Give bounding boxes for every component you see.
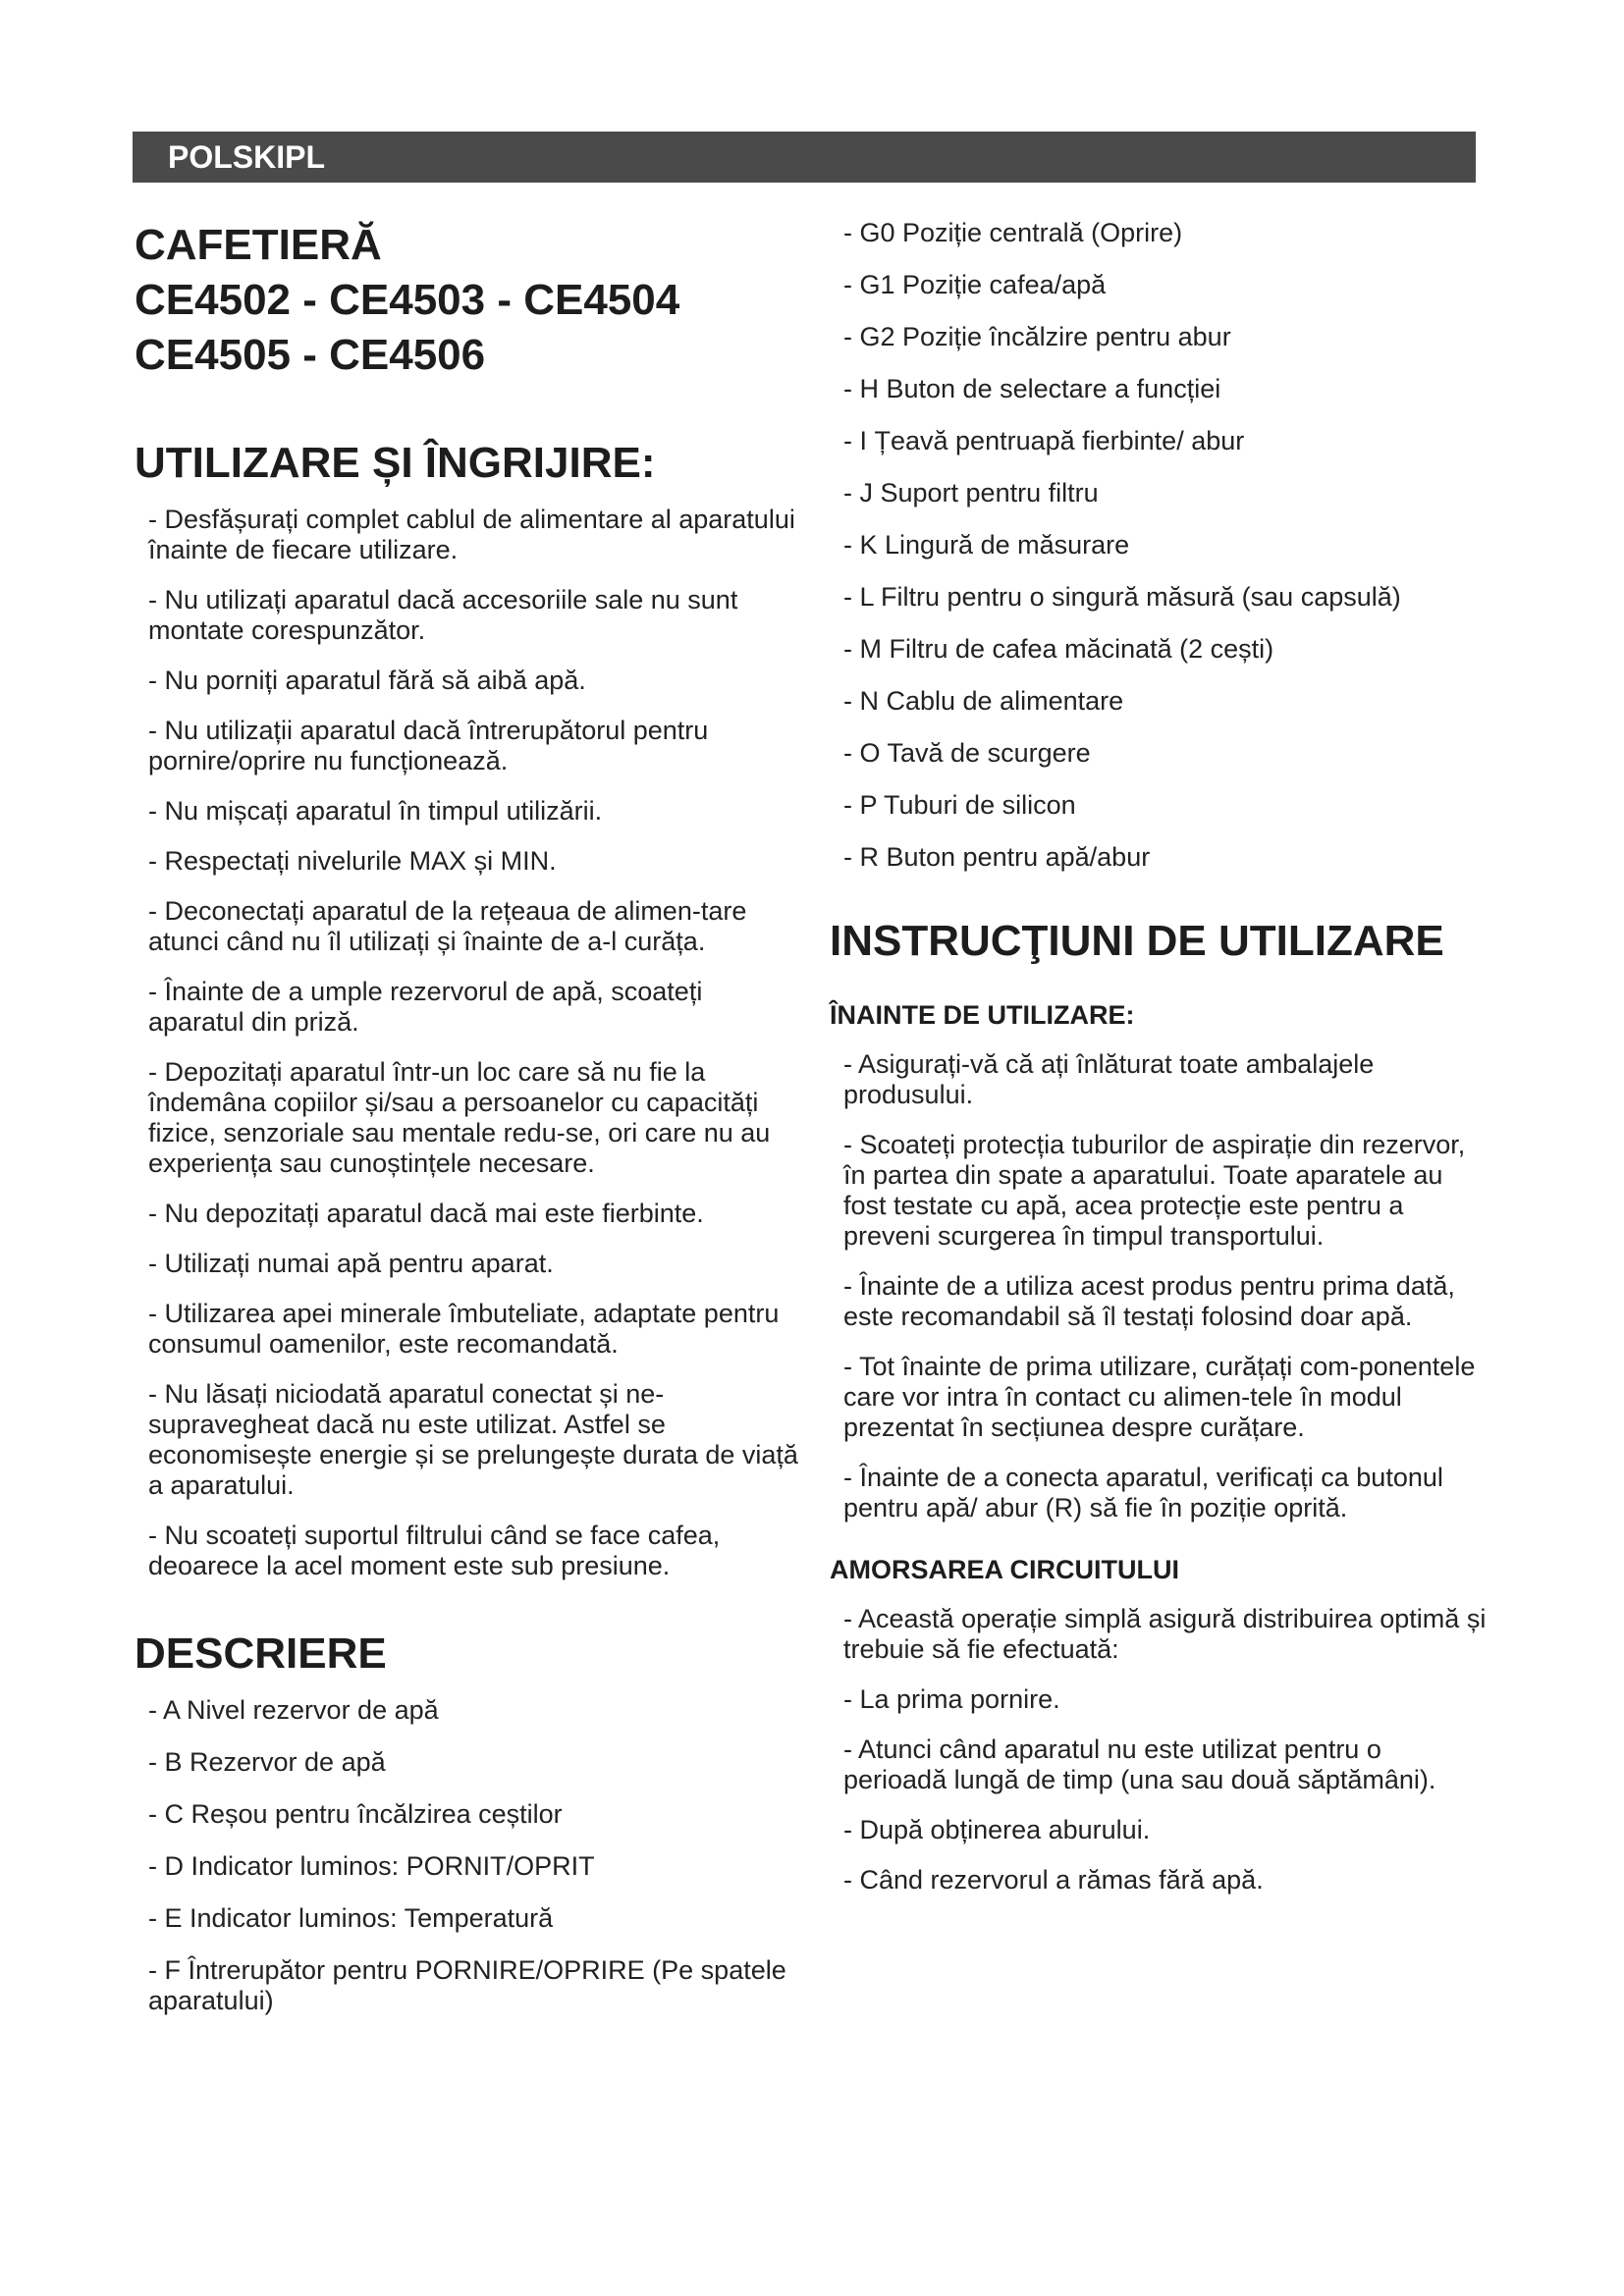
list-item: - Nu depozitați aparatul dacă mai este fierbinte. — [148, 1199, 704, 1228]
list-item: - Depozitați aparatul într-un loc care să nu fie la îndemâna copiilor și/sau a persoanelor cu capacități fizice, senzoriale sau mentale redu-se, ori care nu au experiența sau cunoștințele necesare. — [148, 1057, 771, 1178]
list-item: - R Buton pentru apă/abur — [843, 842, 1151, 872]
section-heading-utilizare: UTILIZARE ȘI ÎNGRIJIRE: — [135, 439, 656, 487]
list-item: - P Tuburi de silicon — [843, 790, 1076, 820]
header-bar — [133, 132, 1476, 183]
list-item: - Nu mișcați aparatul în timpul utilizării. — [148, 796, 603, 826]
list-item: - Deconectați aparatul de la rețeaua de alimen-tare atunci când nu îl utilizați și înainte de a-l curăța. — [148, 896, 747, 956]
list-item: - G0 Poziție centrală (Oprire) — [843, 218, 1183, 247]
list-item: - Utilizați numai apă pentru aparat. — [148, 1249, 554, 1278]
list-item: - O Tavă de scurgere — [843, 738, 1091, 768]
list-item: - H Buton de selectare a funcției — [843, 374, 1221, 403]
list-item: - Atunci când aparatul nu este utilizat pentru o perioadă lungă de timp (una sau două săptămâni). — [843, 1735, 1436, 1794]
right-column — [830, 218, 1488, 1915]
inainte-list — [830, 1049, 1488, 1523]
list-item: - Tot înainte de prima utilizare, curățați com-ponentele care vor intra în contact cu alimen-tele în modul prezentat în secțiunea despre curățare. — [843, 1352, 1476, 1442]
list-item: - După obținerea aburului. — [843, 1815, 1151, 1844]
utilizare-list — [135, 505, 802, 1581]
list-item: - Când rezervorul a rămas fără apă. — [843, 1865, 1264, 1895]
list-item: - Scoateți protecția tuburilor de aspirație din rezervor, în partea din spate a aparatului. Toate aparatele au fost testate cu apă, acea protecție este pentru a preveni scurgerea în timpul transportului. — [843, 1130, 1466, 1251]
list-item: - K Lingură de măsurare — [843, 530, 1130, 560]
section-heading-descriere: DESCRIERE — [135, 1629, 387, 1678]
list-item: - G2 Poziție încălzire pentru abur — [843, 322, 1231, 351]
list-item: - Nu scoateți suportul filtrului când se face cafea, deoarece la acel moment este sub presiune. — [148, 1521, 721, 1580]
list-item: - Înainte de a umple rezervorul de apă, scoateți aparatul din priză. — [148, 977, 703, 1037]
list-item: - G1 Poziție cafea/apă — [843, 270, 1107, 299]
list-item: - Nu utilizați aparatul dacă accesoriile sale nu sunt montate corespunzător. — [148, 585, 738, 645]
document-title — [135, 218, 802, 383]
list-item: - N Cablu de alimentare — [843, 686, 1124, 716]
list-item: - I Țeavă pentruapă fierbinte/ abur — [843, 426, 1245, 455]
list-item: - Desfășurați complet cablul de alimentare al aparatului înainte de fiecare utilizare. — [148, 505, 795, 564]
list-item: - Asigurați-vă că ați înlăturat toate ambalajele produsului. — [843, 1049, 1375, 1109]
list-item: - M Filtru de cafea măcinată (2 cești) — [843, 634, 1274, 664]
list-item: - J Suport pentru filtru — [843, 478, 1099, 507]
title-line-1: CAFETIERĂ — [135, 221, 382, 269]
list-item: - A Nivel rezervor de apă — [148, 1695, 439, 1725]
list-item: - Înainte de a conecta aparatul, verificați ca butonul pentru apă/ abur (R) să fie în poziție oprită. — [843, 1463, 1443, 1522]
title-line-3: CE4505 - CE4506 — [135, 331, 486, 379]
list-item: - Nu lăsați niciodată aparatul conectat și ne-supravegheat dacă nu este utilizat. Astfel se economisește energie și se prelungește durata de viață a aparatului. — [148, 1379, 798, 1500]
amorsare-list — [830, 1604, 1488, 1896]
list-item: - Respectați nivelurile MAX și MIN. — [148, 846, 557, 876]
list-item: - E Indicator luminos: Temperatură — [148, 1903, 554, 1933]
subheading-amorsare: AMORSAREA CIRCUITULUI — [830, 1555, 1179, 1584]
left-column — [135, 218, 802, 2038]
list-item: - La prima pornire. — [843, 1684, 1060, 1714]
list-item: - D Indicator luminos: PORNIT/OPRIT — [148, 1851, 595, 1881]
list-item: - Înainte de a utiliza acest produs pentru prima dată, este recomandabil să îl testați folosind doar apă. — [843, 1271, 1455, 1331]
title-line-2: CE4502 - CE4503 - CE4504 — [135, 276, 680, 324]
subheading-inainte: ÎNAINTE DE UTILIZARE: — [830, 1000, 1135, 1030]
list-item: - C Reșou pentru încălzirea ceștilor — [148, 1799, 563, 1829]
descriere-list-left — [135, 1695, 802, 2016]
list-item: - L Filtru pentru o singură măsură (sau capsulă) — [843, 582, 1401, 612]
list-item: - Această operație simplă asigură distribuirea optimă și trebuie să fie efectuată: — [843, 1604, 1487, 1664]
list-item: - Utilizarea apei minerale îmbuteliate, adaptate pentru consumul oamenilor, este recomandată. — [148, 1299, 780, 1359]
list-item: - F Întrerupător pentru PORNIRE/OPRIRE (Pe spatele aparatului) — [148, 1955, 786, 2015]
brand-label: POLSKIPL — [168, 139, 326, 175]
section-heading-instructiuni: INSTRUCŢIUNI DE UTILIZARE — [830, 917, 1444, 965]
list-item: - B Rezervor de apă — [148, 1747, 386, 1777]
list-item: - Nu utilizații aparatul dacă întrerupătorul pentru pornire/oprire nu funcționează. — [148, 716, 709, 775]
descriere-list-right — [830, 218, 1488, 873]
list-item: - Nu porniți aparatul fără să aibă apă. — [148, 666, 586, 695]
